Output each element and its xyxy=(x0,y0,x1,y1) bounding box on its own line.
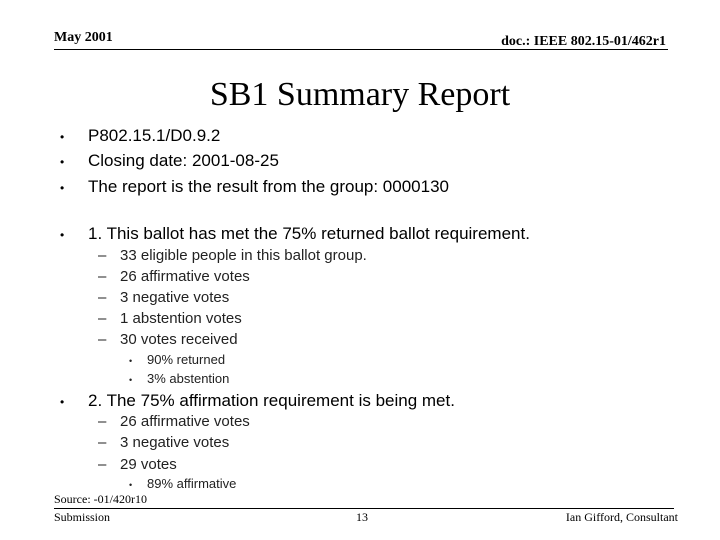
bullet-dash-icon: – xyxy=(98,268,107,285)
header-divider xyxy=(54,49,668,50)
page-number: 13 xyxy=(356,510,368,524)
section1-item-text: 1 abstention votes xyxy=(120,310,242,327)
footer-divider xyxy=(54,508,674,509)
slide-title: SB1 Summary Report xyxy=(209,76,511,113)
section1-subitem xyxy=(129,352,225,367)
bullet-dot-icon: • xyxy=(129,356,133,366)
header-date: May 2001 xyxy=(54,30,113,45)
source-note: Source: -01/420r10 xyxy=(54,492,147,506)
bullet-dash-icon: – xyxy=(98,456,107,473)
intro-bullet-text: The report is the result from the group: 0000130 xyxy=(88,177,449,196)
section1-item-text: 30 votes received xyxy=(120,331,238,348)
bullet-dot-icon: • xyxy=(60,130,65,144)
section2-item xyxy=(98,456,177,473)
section1-heading-text: 1. This ballot has met the 75% returned ballot requirement. xyxy=(88,224,530,243)
section2-subitem-text: 89% affirmative xyxy=(147,476,237,491)
bullet-dot-icon: • xyxy=(129,375,133,385)
intro-bullet-text: Closing date: 2001-08-25 xyxy=(88,151,279,170)
bullet-dash-icon: – xyxy=(98,310,107,327)
footer-author: Ian Gifford, Consultant xyxy=(565,510,678,524)
section1-subitem-text: 90% returned xyxy=(147,352,226,367)
section1-subitem xyxy=(129,371,229,386)
section2-item-text: 29 votes xyxy=(120,456,177,473)
section1-item xyxy=(98,247,367,264)
bullet-dot-icon: • xyxy=(129,480,133,490)
section2-item xyxy=(98,434,229,451)
intro-bullet xyxy=(60,177,449,197)
bullet-dot-icon: • xyxy=(60,181,65,195)
section1-item xyxy=(98,310,242,327)
section1-subitem-text: 3% abstention xyxy=(147,371,230,386)
bullet-dash-icon: – xyxy=(98,247,107,264)
section1-item xyxy=(98,331,238,348)
bullet-dot-icon: • xyxy=(60,155,65,169)
section2-subitem xyxy=(129,476,236,491)
section1-item-text: 33 eligible people in this ballot group. xyxy=(120,247,367,264)
section1-item-text: 26 affirmative votes xyxy=(120,268,250,285)
section2-item-text: 3 negative votes xyxy=(120,434,230,451)
bullet-dash-icon: – xyxy=(98,331,107,348)
bullet-dash-icon: – xyxy=(98,434,107,451)
section2-item-text: 26 affirmative votes xyxy=(120,413,250,430)
header-doc-id: doc.: IEEE 802.15-01/462r1 xyxy=(501,34,666,49)
section1-heading xyxy=(60,224,530,244)
section1-item-text: 3 negative votes xyxy=(120,289,230,306)
section2-heading-text: 2. The 75% affirmation requirement is being met. xyxy=(88,391,455,410)
section2-item xyxy=(98,413,250,430)
bullet-dash-icon: – xyxy=(98,289,107,306)
intro-bullet xyxy=(60,151,279,171)
bullet-dot-icon: • xyxy=(60,228,65,242)
intro-bullet xyxy=(60,126,220,146)
intro-bullet-text: P802.15.1/D0.9.2 xyxy=(88,126,221,145)
bullet-dot-icon: • xyxy=(60,395,65,409)
section2-heading xyxy=(60,391,455,411)
bullet-dash-icon: – xyxy=(98,413,107,430)
section1-item xyxy=(98,268,250,285)
section1-item xyxy=(98,289,229,306)
footer-submission: Submission xyxy=(54,510,111,524)
